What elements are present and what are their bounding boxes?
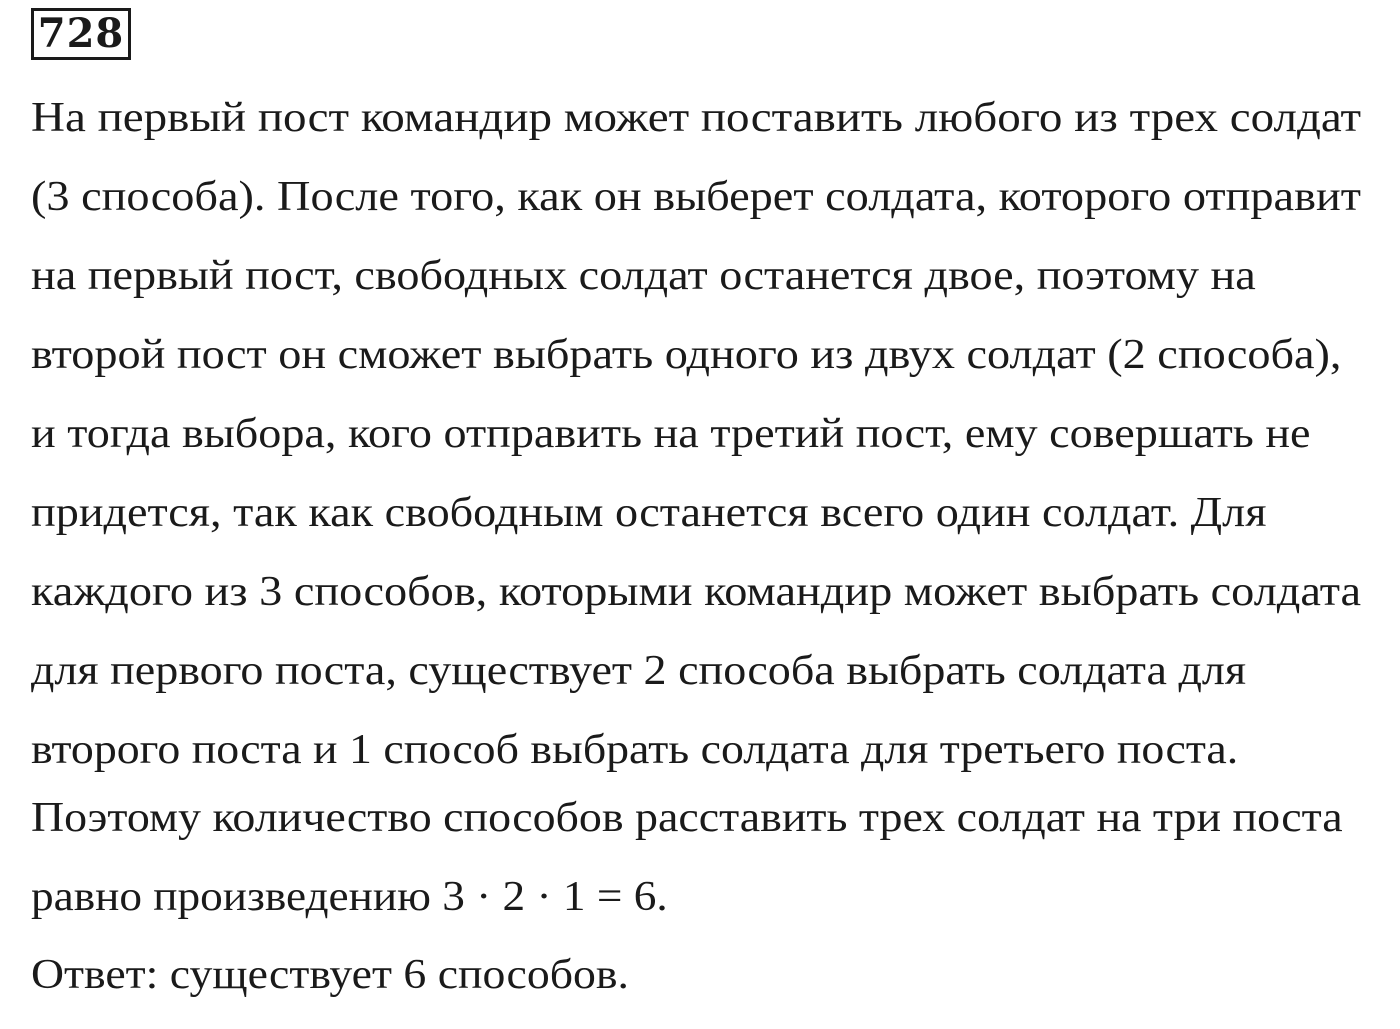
answer-line: Ответ: существует 6 способов. [31,952,629,998]
solution-line: равно произведению 3 · 2 · 1 = 6. [31,874,668,920]
problem-number: 728 [31,8,131,60]
solution-line: для первого поста, существует 2 способа выбрать солдата для [31,648,1247,694]
solution-line: Поэтому количество способов расставить трех солдат на три поста [31,795,1343,841]
solution-line: На первый пост командир может поставить любого из трех солдат [31,95,1362,141]
solution-line: второго поста и 1 способ выбрать солдата для третьего поста. [31,727,1239,773]
solution-line: (3 способа). После того, как он выберет солдата, которого отправит [31,174,1361,220]
solution-line: второй пост он сможет выбрать одного из двух солдат (2 способа), [31,332,1342,378]
solution-line: придется, так как свободным останется всего один солдат. Для [31,490,1267,536]
solution-line: на первый пост, свободных солдат останется двое, поэтому на [31,253,1256,299]
solution-line: каждого из 3 способов, которыми командир может выбрать солдата [31,569,1362,615]
solution-line: и тогда выбора, кого отправить на третий пост, ему совершать не [31,411,1311,457]
